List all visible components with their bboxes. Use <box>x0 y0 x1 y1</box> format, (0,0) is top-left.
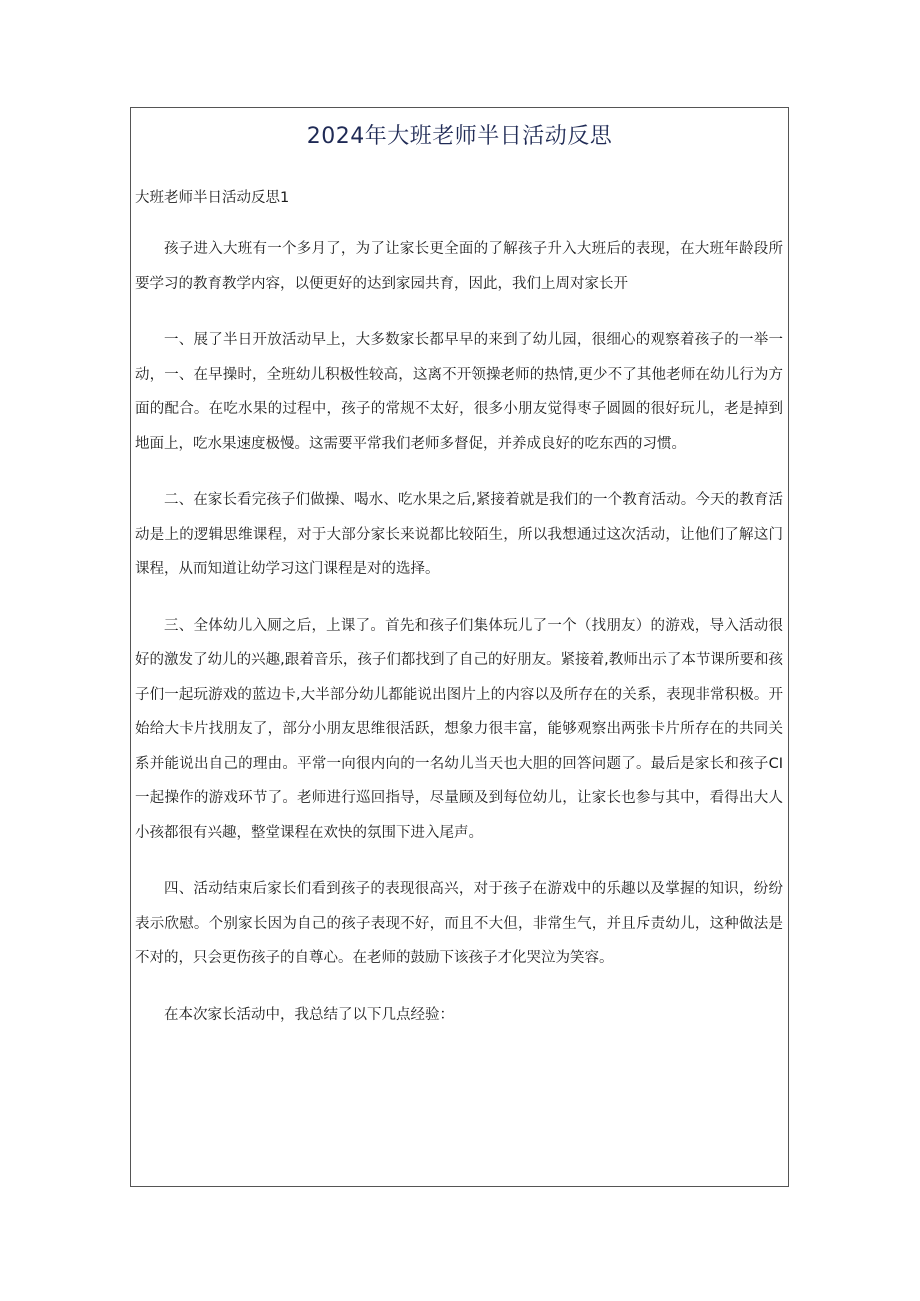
paragraph-four: 四、活动结束后家长们看到孩子的表现很高兴，对于孩子在游戏中的乐趣以及掌握的知识，纷纷表示欣慰。个别家长因为自己的孩子表现不好，而且不大但，非常生气，并且斥责幼儿，这种做法是不对的，只会更伤孩子的自尊心。在老师的鼓励下该孩子才化哭泣为笑容。 <box>135 881 783 966</box>
document-frame <box>130 107 789 1187</box>
paragraph-summary: 在本次家长活动中，我总结了以下几点经验： <box>164 1006 454 1023</box>
document-body <box>135 232 783 1054</box>
paragraph-intro: 孩子进入大班有一个多月了，为了让家长更全面的了解孩子升入大班后的表现，在大班年龄段所要学习的教育教学内容，以便更好的达到家园共育，因此，我们上周对家长开 <box>135 241 783 292</box>
paragraph-three: 三、全体幼儿入厕之后，上课了。首先和孩子们集体玩儿了一个（找朋友）的游戏，导入活动很好的激发了幼儿的兴趣,跟着音乐，孩子们都找到了自己的好朋友。紧接着,教师出示了本节课所要和孩子们一起玩游戏的蓝边卡,大半部分幼儿都能说出图片上的内容以及所存在的关系，表现非常积极。开始给大卡片找朋友了，部分小朋友思维很活跃，想象力很丰富，能够观察出两张卡片所存在的共同关系并能说出自己的理由。平常一向很内向的一名幼儿当天也大胆的回答问题了。最后是家长和孩子CI一起操作的游戏环节了。老师进行巡回指导，尽量顾及到每位幼儿，让家长也参与其中，看得出大人小孩都很有兴趣，整堂课程在欢快的氛围下进入尾声。 <box>135 617 783 841</box>
document-title: 2024年大班老师半日活动反思 <box>306 124 613 149</box>
paragraph-two: 二、在家长看完孩子们做操、喝水、吃水果之后,紧接着就是我们的一个教育活动。今天的教育活动是上的逻辑思维课程，对于大部分家长来说都比较陌生，所以我想通过这次活动，让他们了解这门课程，从而知道让幼学习这门课程是对的选择。 <box>135 492 783 577</box>
section-heading: 大班老师半日活动反思1 <box>135 190 290 206</box>
paragraph-one: 一、展了半日开放活动早上，大多数家长都早早的来到了幼儿园，很细心的观察着孩子的一举一动，一、在早操时，全班幼儿积极性较高，这离不开领操老师的热情,更少不了其他老师在幼儿行为方面的配合。在吃水果的过程中，孩子的常规不太好，很多小朋友觉得枣子圆圆的很好玩儿，老是掉到地面上，吃水果速度极慢。这需要平常我们老师多督促，并养成良好的吃东西的习惯。 <box>135 332 783 452</box>
